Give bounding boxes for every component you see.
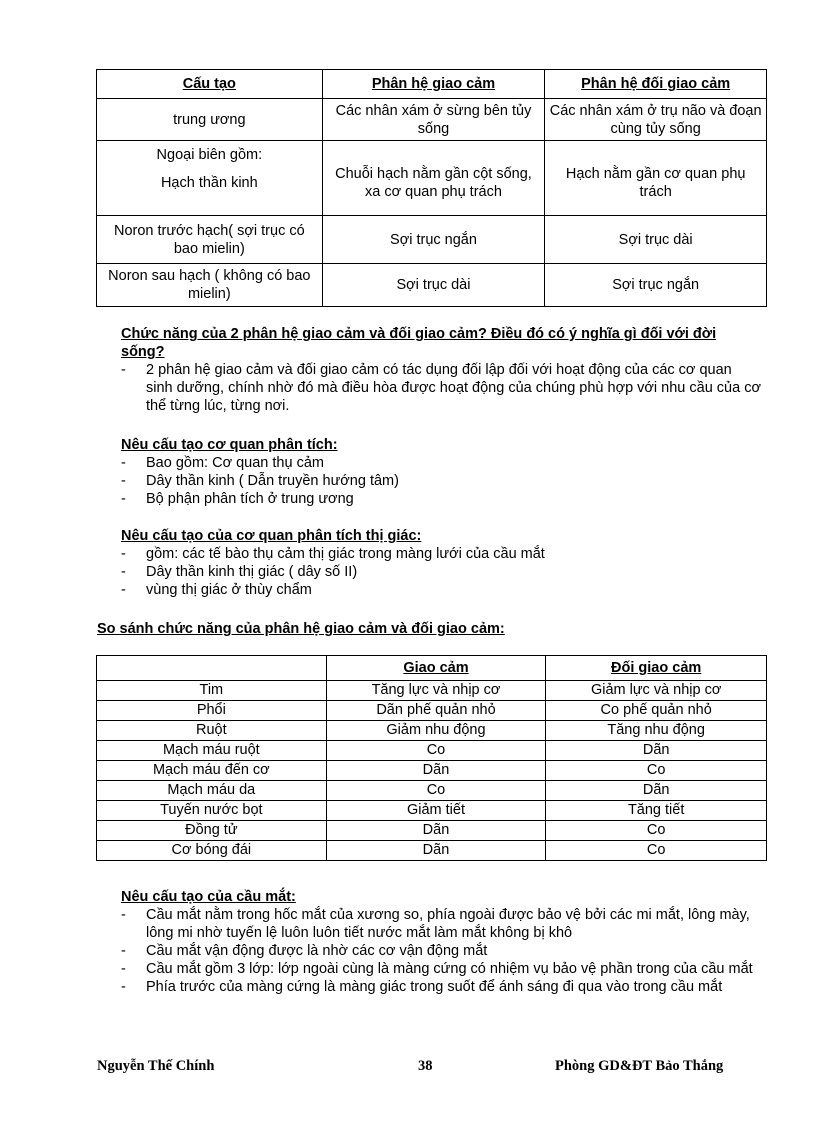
structure-comparison-table — [96, 69, 767, 307]
table-cell: Các nhân xám ở trụ não và đoạn cùng tủy sống — [545, 99, 767, 141]
table-row — [97, 264, 767, 307]
table-cell: Đồng tử — [97, 821, 327, 841]
table-cell: Giảm nhu động — [326, 721, 546, 741]
table-cell: Noron trước hạch( sợi trục có bao mielin) — [97, 216, 323, 264]
table-cell: Mạch máu da — [97, 781, 327, 801]
section-eyeball-structure — [121, 888, 761, 996]
table-cell: Sợi trục ngắn — [545, 264, 767, 307]
table-cell: Chuỗi hạch nằm gần cột sống, xa cơ quan phụ trách — [322, 141, 545, 216]
list-item: - vùng thị giác ở thùy chẩm — [121, 581, 761, 599]
row-spacer — [97, 192, 322, 210]
section-heading: Nêu cấu tạo cơ quan phân tích: — [121, 437, 338, 453]
table-cell: Dãn — [546, 741, 767, 761]
table-row — [97, 216, 767, 264]
table-row — [97, 99, 767, 141]
list-item: - Dây thần kinh ( Dẫn truyền hướng tâm) — [121, 472, 761, 490]
table-cell: Co — [546, 821, 767, 841]
bullet-list — [121, 545, 761, 599]
table-cell: Dãn — [326, 761, 546, 781]
section-heading: So sánh chức năng của phân hệ giao cảm và đối giao cảm: — [97, 621, 505, 637]
section-function-comparison — [97, 620, 737, 638]
table-cell: Sợi trục dài — [322, 264, 545, 307]
table-cell: Dãn phế quản nhỏ — [326, 701, 546, 721]
bullet-list — [121, 906, 761, 996]
table-cell: Mạch máu ruột — [97, 741, 327, 761]
table-cell: Tim — [97, 681, 327, 701]
table-cell: Ruột — [97, 721, 327, 741]
table-cell: Giảm tiết — [326, 801, 546, 821]
table-row — [97, 761, 767, 781]
table-header-row — [97, 656, 767, 681]
table-cell: Tuyến nước bọt — [97, 801, 327, 821]
table-cell: Co — [326, 741, 546, 761]
footer-office: Phòng GD&ĐT Bảo Thắng — [555, 1058, 724, 1074]
list-item: - Dây thần kinh thị giác ( dây số II) — [121, 563, 761, 581]
table-row — [97, 741, 767, 761]
column-header: Giao cảm — [326, 656, 546, 681]
table-cell: Dãn — [546, 781, 767, 801]
table-row — [97, 681, 767, 701]
table-cell: Dãn — [326, 841, 546, 861]
column-header: Cấu tạo — [97, 70, 323, 99]
list-item: - gồm: các tế bào thụ cảm thị giác trong màng lưới của cầu mắt — [121, 545, 761, 563]
list-item: - Bộ phận phân tích ở trung ương — [121, 490, 761, 508]
table-cell: Co — [326, 781, 546, 801]
table-cell: Cơ bóng đái — [97, 841, 327, 861]
row-label: Hạch thần kinh — [160, 175, 258, 191]
table-cell: Tăng lực và nhịp cơ — [326, 681, 546, 701]
list-item: - Cầu mắt vận động được là nhờ các cơ vận động mắt — [121, 942, 761, 960]
table-cell: Các nhân xám ở sừng bên tủy sống — [322, 99, 545, 141]
section-heading: Chức năng của 2 phân hệ giao cảm và đối giao cảm? Điều đó có ý nghĩa gì đối với đời sống? — [121, 326, 717, 360]
table-cell: Tăng tiết — [546, 801, 767, 821]
table-header-row — [97, 70, 767, 99]
list-item: - Cầu mắt gồm 3 lớp: lớp ngoài cùng là màng cứng có nhiệm vụ bảo vệ phần trong của cầu mắt — [121, 960, 761, 978]
table-cell: Tăng nhu động — [546, 721, 767, 741]
list-item: - Bao gồm: Cơ quan thụ cảm — [121, 454, 761, 472]
footer-page-number: 38 — [418, 1058, 433, 1074]
table-cell: Sợi trục ngắn — [322, 216, 545, 264]
section-analyzer-structure — [121, 436, 761, 508]
table-cell: Phổi — [97, 701, 327, 721]
table-row — [97, 721, 767, 741]
table-row — [97, 821, 767, 841]
list-item: - Phía trước của màng cứng là màng giác trong suốt để ánh sáng đi qua vào trong cầu mắt — [121, 978, 761, 996]
section-visual-analyzer — [121, 527, 761, 599]
list-item: - 2 phân hệ giao cảm và đối giao cảm có tác dụng đối lập đối với hoạt động của các cơ quan sinh dưỡng, chính nhờ đó mà điều hòa được hoạt động của chúng phù hợp với nhu cầu của cơ thể từng lúc, từng nơi. — [121, 361, 761, 415]
column-header: Đối giao cảm — [546, 656, 767, 681]
table-row — [97, 801, 767, 821]
table-cell — [97, 141, 323, 216]
table-cell: Noron sau hạch ( không có bao mielin) — [97, 264, 323, 307]
table-cell: Dãn — [326, 821, 546, 841]
section-functions — [121, 325, 761, 415]
table-cell: Hạch nằm gần cơ quan phụ trách — [545, 141, 767, 216]
table-row — [97, 841, 767, 861]
bullet-list — [121, 361, 761, 415]
table-row — [97, 141, 767, 216]
column-header — [97, 656, 327, 681]
section-heading: Nêu cấu tạo của cầu mắt: — [121, 889, 296, 905]
section-heading: Nêu cấu tạo của cơ quan phân tích thị giác: — [121, 528, 422, 544]
function-comparison-table — [96, 655, 767, 861]
table-cell: trung ương — [97, 99, 323, 141]
column-header: Phân hệ đối giao cảm — [545, 70, 767, 99]
table-cell: Mạch máu đến cơ — [97, 761, 327, 781]
table-row — [97, 781, 767, 801]
table-cell: Co — [546, 841, 767, 861]
table-row — [97, 701, 767, 721]
bullet-list — [121, 454, 761, 508]
footer-author: Nguyễn Thế Chính — [97, 1058, 215, 1074]
table-cell: Giảm lực và nhịp cơ — [546, 681, 767, 701]
column-header: Phân hệ giao cảm — [322, 70, 545, 99]
table-cell: Sợi trục dài — [545, 216, 767, 264]
row-group-label: Ngoại biên gồm: — [156, 147, 263, 163]
list-item: - Cầu mắt nằm trong hốc mắt của xương so, phía ngoài được bảo vệ bởi các mi mắt, lông mày, lông mi nhờ tuyến lệ luôn luôn tiết nước mắt làm mắt không bị khô — [121, 906, 761, 942]
table-cell: Co — [546, 761, 767, 781]
table-cell: Co phế quản nhỏ — [546, 701, 767, 721]
